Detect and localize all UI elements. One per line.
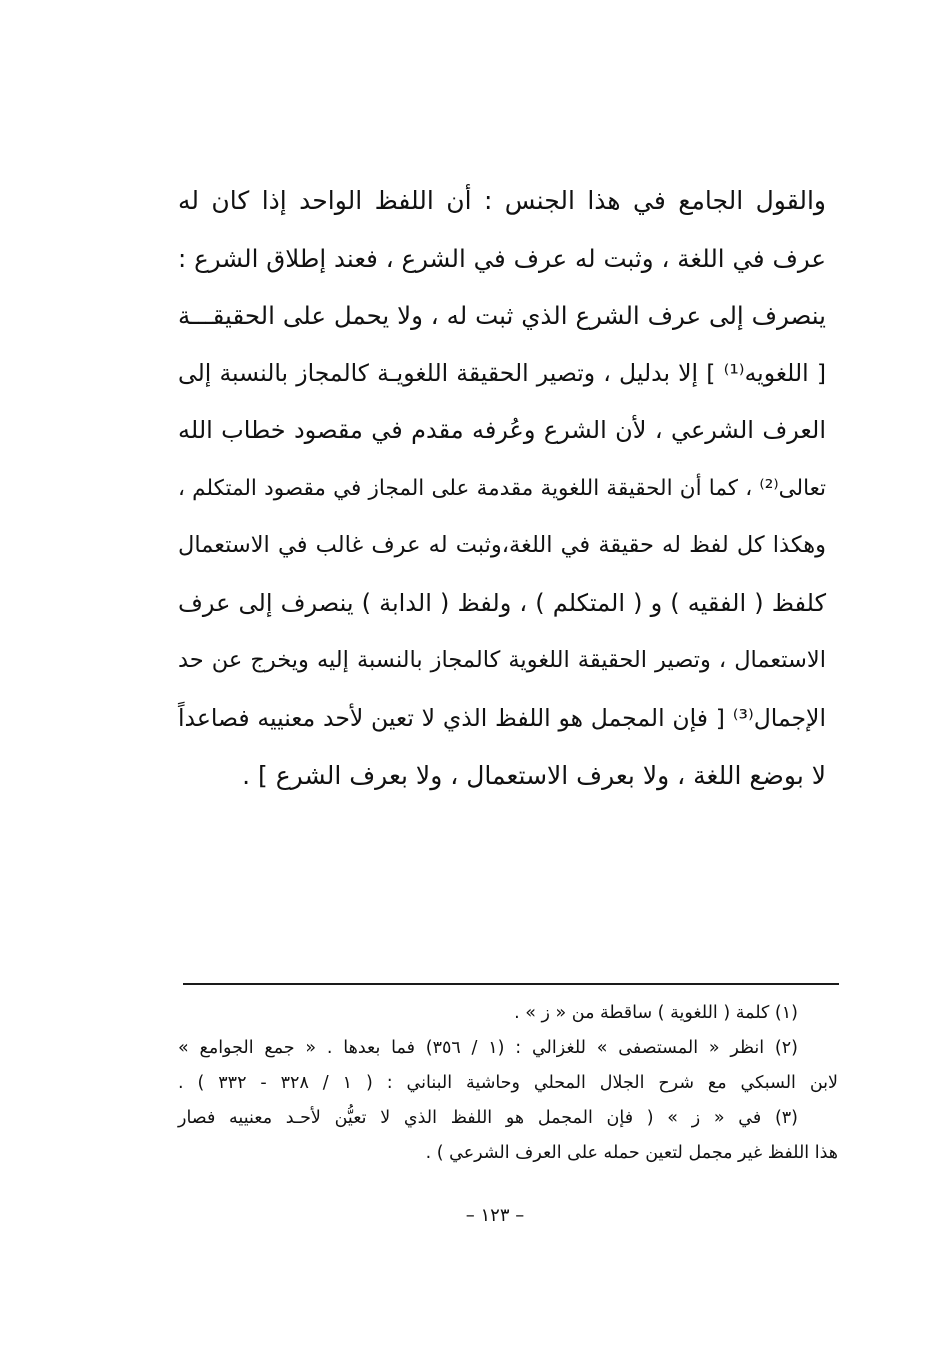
text-line: والقول الجامع في هذا الجنس : أن اللفظ الواحد إذا كان له xyxy=(178,186,826,215)
text-line: عرف في اللغة ، وثبت له عرف في الشرع ، فعند إطلاق الشرع : xyxy=(178,243,826,273)
page-number: – ١٢٣ – xyxy=(465,1205,525,1226)
text-line: ينصرف إلى عرف الشرع الذي ثبت له ، ولا يحمل على الحقيقـــة xyxy=(178,301,826,330)
text-line: لا بوضع اللغة ، ولا بعرف الاستعمال ، ولا بعرف الشرع ] . xyxy=(242,761,826,790)
main-text xyxy=(178,172,826,805)
footnote-line: هذا اللفظ غير مجمل لتعين حمله على العرف الشرعي ) . xyxy=(425,1143,838,1163)
footnote-line: (٣) في « ز » ( فإن المجمل هو اللفظ الذي لا تعيُّن لأحـد معنييه فصار xyxy=(178,1108,798,1128)
footnote-line: لابن السبكي مع شرح الجلال المحلي وحاشية البناني : ( ١ / ٣٢٨ - ٣٣٢ ) . xyxy=(178,1073,838,1093)
footnote-line: (١) كلمة ( اللغوية ) ساقطة من « ز » . xyxy=(514,1003,798,1023)
text-line: الإجمال⁽³⁾ [ فإن المجمل هو اللفظ الذي لا تعين لأحد معنييه فصاعداً xyxy=(178,703,826,732)
footnotes xyxy=(178,996,838,1171)
text-line: الاستعمال ، وتصير الحقيقة اللغوية كالمجاز بالنسبة إليه ويخرج عن حد xyxy=(178,647,826,673)
text-line: كلفظ ( الفقيه ) و ( المتكلم ) ، ولفظ ( الدابة ) ينصرف إلى عرف xyxy=(178,588,826,617)
text-line: [ اللغويه⁽¹⁾ ] إلا بدليل ، وتصير الحقيقة اللغويـة كالمجاز بالنسبة إلى xyxy=(178,358,826,387)
text-line: تعالى⁽²⁾ ، كما أن الحقيقة اللغوية مقدمة على المجاز في مقصود المتكلم ، xyxy=(178,475,826,501)
text-line: وهكذا كل لفظ له حقيقة في اللغة،وثبت له عرف غالب في الاستعمال xyxy=(178,532,826,558)
text-line: العرف الشرعي ، لأن الشرع وعُرفه مقدم في مقصود خطاب الله xyxy=(178,416,826,444)
footnote-line: (٢) انظر « المستصفى » للغزالي : (١ / ٣٥٦) فما بعدها . « جمع الجوامع » xyxy=(178,1038,798,1058)
footnote-separator xyxy=(183,983,839,985)
